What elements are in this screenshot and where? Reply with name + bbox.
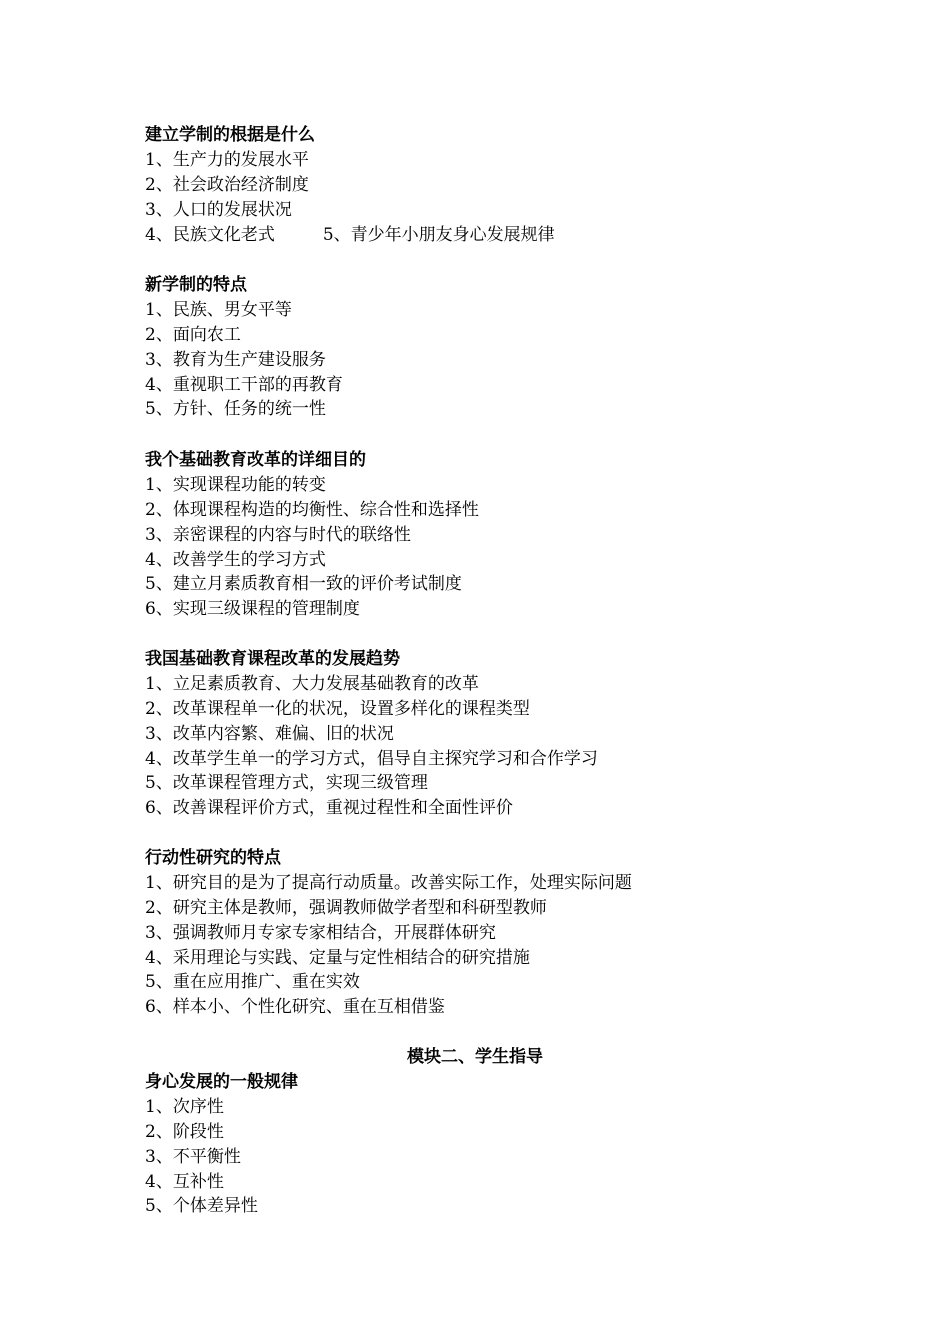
- section-title: 新学制的特点: [145, 275, 247, 295]
- list-item: 4、采用理论与实践、定量与定性相结合的研究措施: [145, 947, 530, 968]
- list-item: 1、研究目的是为了提高行动质量。改善实际工作，处理实际问题: [145, 872, 632, 893]
- section-basic-education-reform-goals: [145, 448, 845, 622]
- list-item: 2、体现课程构造的均衡性、综合性和选择性: [145, 499, 479, 520]
- list-item: 2、研究主体是教师，强调教师做学者型和科研型教师: [145, 897, 547, 918]
- list-item: 2、面向农工: [145, 324, 241, 345]
- list-item: 5、个体差异性: [145, 1196, 258, 1217]
- section-action-research-features: [145, 846, 845, 1020]
- list-item: 2、阶段性: [145, 1121, 224, 1142]
- list-item: 4、改善学生的学习方式: [145, 549, 326, 570]
- list-item-combined: [145, 223, 845, 248]
- list-item: 4、重视职工干部的再教育: [145, 374, 343, 395]
- list-item: 3、教育为生产建设服务: [145, 349, 326, 370]
- list-item: 1、民族、男女平等: [145, 299, 292, 320]
- list-item: 4、互补性: [145, 1171, 224, 1192]
- list-item: 1、立足素质教育、大力发展基础教育的改革: [145, 673, 479, 694]
- list-item: 5、建立月素质教育相一致的评价考试制度: [145, 574, 462, 595]
- list-item: 2、改革课程单一化的状况，设置多样化的课程类型: [145, 698, 530, 719]
- section-new-school-system-features: [145, 273, 845, 422]
- list-item: 1、次序性: [145, 1096, 224, 1117]
- list-item: 5、青少年小朋友身心发展规律: [322, 224, 555, 245]
- section-title: 建立学制的根据是什么: [145, 125, 315, 145]
- list-item: 2、社会政治经济制度: [145, 174, 309, 195]
- section-basis-of-school-system: [145, 123, 845, 247]
- list-item: 3、亲密课程的内容与时代的联络性: [145, 524, 411, 545]
- list-item: 6、样本小、个性化研究、重在互相借鉴: [145, 997, 445, 1018]
- list-item: 3、改革内容繁、难偏、旧的状况: [145, 723, 394, 744]
- list-item: 3、人口的发展状况: [145, 199, 292, 220]
- list-item: 3、强调教师月专家专家相结合，开展群体研究: [145, 922, 496, 943]
- section-title: 身心发展的一般规律: [145, 1072, 298, 1092]
- module-title: 模块二、学生指导: [407, 1047, 543, 1067]
- list-item: 1、实现课程功能的转变: [145, 474, 326, 495]
- list-item: 4、改革学生单一的学习方式，倡导自主探究学习和合作学习: [145, 748, 598, 769]
- section-development-laws: [145, 1070, 845, 1219]
- list-item: 3、不平衡性: [145, 1146, 241, 1167]
- list-item: 5、改革课程管理方式，实现三级管理: [145, 773, 428, 794]
- list-item: 5、重在应用推广、重在实效: [145, 972, 360, 993]
- list-item: 1、生产力的发展水平: [145, 149, 309, 170]
- list-item: 5、方针、任务的统一性: [145, 399, 326, 420]
- section-title: 行动性研究的特点: [145, 848, 281, 868]
- list-item: 4、民族文化老式: [145, 224, 275, 245]
- list-item: 6、实现三级课程的管理制度: [145, 599, 360, 620]
- list-item: 6、改善课程评价方式，重视过程性和全面性评价: [145, 798, 513, 819]
- section-title: 我国基础教育课程改革的发展趋势: [145, 649, 400, 669]
- section-curriculum-reform-trends: [145, 647, 845, 821]
- section-title: 我个基础教育改革的详细目的: [145, 450, 366, 470]
